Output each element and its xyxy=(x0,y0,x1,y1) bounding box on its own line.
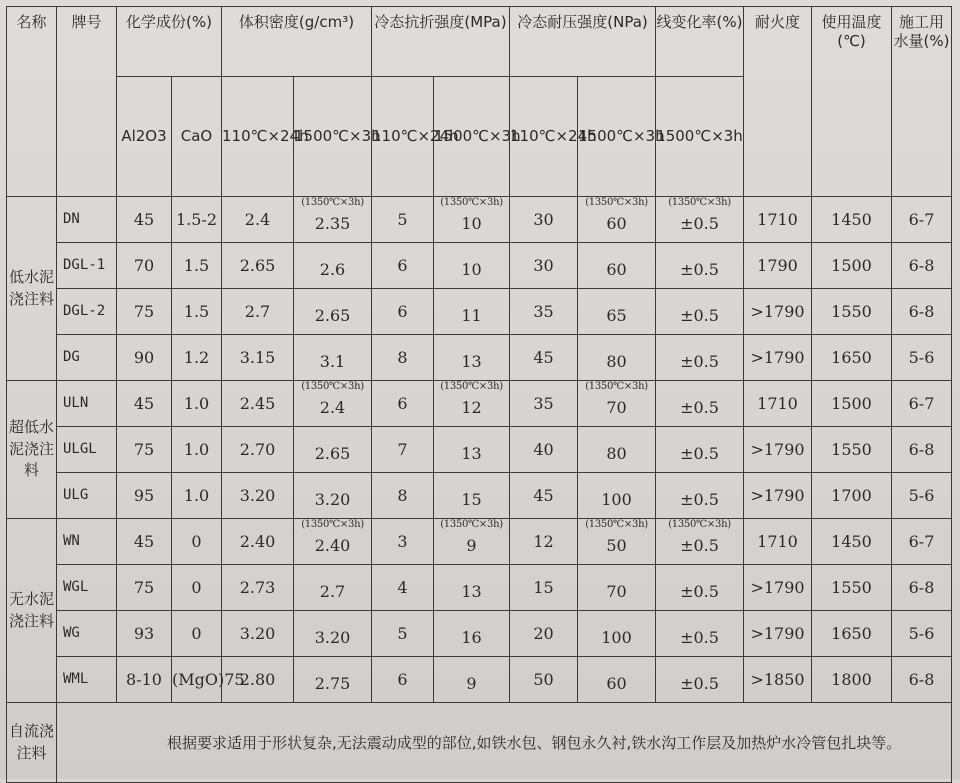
cell-density-1500 xyxy=(294,473,372,519)
cell-compressive-1500 xyxy=(578,611,656,657)
cell-flexural-1500 xyxy=(434,381,510,427)
cell-compressive-1500 xyxy=(578,657,656,703)
header-density-1500: 1500℃×3h xyxy=(294,77,372,197)
cell-value: 12 xyxy=(461,397,482,417)
cell-value: 10 xyxy=(461,213,482,233)
header-compressive-110: 110℃×24h xyxy=(510,77,578,197)
table-row xyxy=(7,703,952,783)
cell-value: 70 xyxy=(606,397,627,417)
cell-value: 3.20 xyxy=(314,489,351,509)
cell-al2o3: 70 xyxy=(117,243,172,289)
cell-value: 80 xyxy=(606,443,627,463)
self-flow-remark: 根据要求适用于形状复杂,无法震动成型的部位,如铁水包、钢包永久衬,铁水沟工作层及加热炉水冷管包扎块等。 xyxy=(57,703,952,783)
group-name: 无水泥浇注料 xyxy=(7,519,57,703)
cell-value: ±0.5 xyxy=(680,259,719,279)
header-flexural-110: 110℃×24h xyxy=(372,77,434,197)
cell-compressive-110: 15 xyxy=(510,565,578,611)
cell-al2o3: 8-10 xyxy=(117,657,172,703)
cell-value: 15 xyxy=(461,489,482,509)
cell-value: 60 xyxy=(606,259,627,279)
cell-value: 9 xyxy=(466,535,477,555)
header-linear-1500: 1500℃×3h xyxy=(656,77,744,197)
cell-al2o3: 75 xyxy=(117,565,172,611)
condition-note: (1350℃×3h) xyxy=(585,519,648,530)
cell-compressive-110: 30 xyxy=(510,243,578,289)
cell-cao: 1.5-2 xyxy=(172,197,222,243)
table-row xyxy=(7,427,952,473)
cell-value: ±0.5 xyxy=(680,535,719,555)
cell-value: ±0.5 xyxy=(680,581,719,601)
cell-cao: 1.0 xyxy=(172,427,222,473)
group-name: 超低水泥浇注料 xyxy=(7,381,57,519)
cell-density-110: 2.73 xyxy=(222,565,294,611)
cell-al2o3: 95 xyxy=(117,473,172,519)
cell-value: 13 xyxy=(461,581,482,601)
cell-refractoriness: 1710 xyxy=(744,381,812,427)
cell-cao: 0 xyxy=(172,519,222,565)
cell-service-temp: 1800 xyxy=(812,657,892,703)
header-compressive: 冷态耐压强度(NPa) xyxy=(510,7,656,77)
cell-compressive-110: 35 xyxy=(510,381,578,427)
cell-density-1500 xyxy=(294,427,372,473)
header-flexural: 冷态抗折强度(MPa) xyxy=(372,7,510,77)
cell-grade: DGL-1 xyxy=(57,243,117,289)
cell-density-1500 xyxy=(294,197,372,243)
cell-water: 6-8 xyxy=(892,427,952,473)
condition-note: (1350℃×3h) xyxy=(585,381,648,392)
cell-grade: DG xyxy=(57,335,117,381)
cell-grade: ULN xyxy=(57,381,117,427)
castable-spec-table xyxy=(6,6,952,783)
cell-grade: WN xyxy=(57,519,117,565)
cell-flexural-1500 xyxy=(434,289,510,335)
header-refractoriness: 耐火度 xyxy=(744,7,812,197)
cell-compressive-1500 xyxy=(578,565,656,611)
cell-cao: (MgO)75 xyxy=(172,657,222,703)
cell-density-110: 3.20 xyxy=(222,473,294,519)
cell-compressive-1500 xyxy=(578,427,656,473)
cell-density-110: 3.20 xyxy=(222,611,294,657)
table-row xyxy=(7,197,952,243)
cell-service-temp: 1550 xyxy=(812,427,892,473)
header-cao: CaO xyxy=(172,77,222,197)
cell-linear-change xyxy=(656,519,744,565)
cell-flexural-1500 xyxy=(434,473,510,519)
cell-compressive-1500 xyxy=(578,473,656,519)
cell-value: ±0.5 xyxy=(680,351,719,371)
cell-al2o3: 93 xyxy=(117,611,172,657)
cell-linear-change xyxy=(656,611,744,657)
cell-value: 10 xyxy=(461,259,482,279)
cell-service-temp: 1550 xyxy=(812,565,892,611)
cell-density-110: 2.40 xyxy=(222,519,294,565)
cell-density-110: 2.4 xyxy=(222,197,294,243)
cell-flexural-1500 xyxy=(434,519,510,565)
condition-note: (1350℃×3h) xyxy=(301,197,364,208)
cell-al2o3: 75 xyxy=(117,289,172,335)
table-row xyxy=(7,611,952,657)
cell-cao: 1.5 xyxy=(172,289,222,335)
cell-density-1500 xyxy=(294,243,372,289)
cell-value: 11 xyxy=(461,305,482,325)
cell-flexural-110: 8 xyxy=(372,335,434,381)
cell-refractoriness: >1850 xyxy=(744,657,812,703)
cell-value: 65 xyxy=(606,305,627,325)
cell-water: 5-6 xyxy=(892,611,952,657)
cell-density-1500 xyxy=(294,381,372,427)
cell-flexural-1500 xyxy=(434,657,510,703)
cell-density-1500 xyxy=(294,289,372,335)
cell-density-110: 2.65 xyxy=(222,243,294,289)
cell-flexural-1500 xyxy=(434,565,510,611)
cell-service-temp: 1500 xyxy=(812,243,892,289)
table-row xyxy=(7,473,952,519)
cell-service-temp: 1650 xyxy=(812,335,892,381)
header-compressive-1500: 1500℃×3h xyxy=(578,77,656,197)
group-name: 低水泥浇注料 xyxy=(7,197,57,381)
cell-value: 2.40 xyxy=(314,535,351,555)
cell-refractoriness: 1790 xyxy=(744,243,812,289)
cell-compressive-110: 35 xyxy=(510,289,578,335)
header-al2o3: Al2O3 xyxy=(117,77,172,197)
cell-value: ±0.5 xyxy=(680,489,719,509)
table-row xyxy=(7,289,952,335)
cell-water: 6-8 xyxy=(892,565,952,611)
cell-compressive-110: 20 xyxy=(510,611,578,657)
cell-linear-change xyxy=(656,243,744,289)
cell-compressive-110: 45 xyxy=(510,335,578,381)
cell-value: 13 xyxy=(461,443,482,463)
cell-cao: 0 xyxy=(172,565,222,611)
cell-compressive-110: 45 xyxy=(510,473,578,519)
cell-density-110: 2.80 xyxy=(222,657,294,703)
table-row xyxy=(7,243,952,289)
cell-compressive-110: 12 xyxy=(510,519,578,565)
cell-density-1500 xyxy=(294,611,372,657)
condition-note: (1350℃×3h) xyxy=(301,381,364,392)
cell-cao: 0 xyxy=(172,611,222,657)
cell-value: 13 xyxy=(461,351,482,371)
cell-al2o3: 45 xyxy=(117,519,172,565)
cell-flexural-110: 7 xyxy=(372,427,434,473)
header-name: 名称 xyxy=(7,7,57,197)
header-composition: 化学成份(%) xyxy=(117,7,222,77)
cell-refractoriness: >1790 xyxy=(744,427,812,473)
cell-density-1500 xyxy=(294,335,372,381)
cell-flexural-110: 6 xyxy=(372,657,434,703)
cell-water: 6-7 xyxy=(892,197,952,243)
cell-value: 70 xyxy=(606,581,627,601)
cell-service-temp: 1700 xyxy=(812,473,892,519)
condition-note: (1350℃×3h) xyxy=(440,197,503,208)
cell-value: 100 xyxy=(601,627,632,647)
cell-compressive-1500 xyxy=(578,243,656,289)
cell-value: 100 xyxy=(601,489,632,509)
cell-value: ±0.5 xyxy=(680,443,719,463)
table-row xyxy=(7,519,952,565)
cell-water: 6-8 xyxy=(892,289,952,335)
cell-linear-change xyxy=(656,335,744,381)
group-name: 自流浇注料 xyxy=(7,703,57,783)
cell-flexural-1500 xyxy=(434,243,510,289)
cell-density-110: 2.70 xyxy=(222,427,294,473)
cell-value: ±0.5 xyxy=(680,673,719,693)
cell-density-1500 xyxy=(294,565,372,611)
cell-value: 2.6 xyxy=(319,259,346,279)
cell-flexural-1500 xyxy=(434,611,510,657)
cell-compressive-1500 xyxy=(578,289,656,335)
table-row xyxy=(7,381,952,427)
cell-value: 16 xyxy=(461,627,482,647)
cell-service-temp: 1550 xyxy=(812,289,892,335)
cell-flexural-110: 6 xyxy=(372,243,434,289)
cell-linear-change xyxy=(656,289,744,335)
cell-water: 5-6 xyxy=(892,335,952,381)
cell-refractoriness: 1710 xyxy=(744,197,812,243)
cell-flexural-1500 xyxy=(434,427,510,473)
cell-service-temp: 1650 xyxy=(812,611,892,657)
cell-cao: 1.0 xyxy=(172,473,222,519)
cell-grade: DGL-2 xyxy=(57,289,117,335)
cell-refractoriness: >1790 xyxy=(744,473,812,519)
cell-flexural-110: 5 xyxy=(372,197,434,243)
cell-flexural-1500 xyxy=(434,335,510,381)
condition-note: (1350℃×3h) xyxy=(440,519,503,530)
cell-compressive-1500 xyxy=(578,197,656,243)
cell-water: 6-8 xyxy=(892,243,952,289)
condition-note: (1350℃×3h) xyxy=(301,519,364,530)
cell-water: 5-6 xyxy=(892,473,952,519)
cell-linear-change xyxy=(656,381,744,427)
cell-flexural-110: 6 xyxy=(372,381,434,427)
condition-note: (1350℃×3h) xyxy=(585,197,648,208)
cell-value: 3.1 xyxy=(319,351,346,371)
cell-compressive-110: 30 xyxy=(510,197,578,243)
cell-flexural-110: 3 xyxy=(372,519,434,565)
cell-density-1500 xyxy=(294,519,372,565)
table-row xyxy=(7,565,952,611)
condition-note: (1350℃×3h) xyxy=(440,381,503,392)
header-grade: 牌号 xyxy=(57,7,117,197)
cell-service-temp: 1450 xyxy=(812,197,892,243)
cell-grade: WGL xyxy=(57,565,117,611)
condition-note: (1350℃×3h) xyxy=(668,197,731,208)
cell-value: ±0.5 xyxy=(680,627,719,647)
cell-compressive-1500 xyxy=(578,381,656,427)
cell-flexural-1500 xyxy=(434,197,510,243)
header-water: 施工用水量(%) xyxy=(892,7,952,197)
cell-flexural-110: 4 xyxy=(372,565,434,611)
cell-density-110: 2.45 xyxy=(222,381,294,427)
cell-linear-change xyxy=(656,473,744,519)
cell-compressive-110: 40 xyxy=(510,427,578,473)
cell-value: 60 xyxy=(606,213,627,233)
cell-water: 6-7 xyxy=(892,381,952,427)
cell-flexural-110: 6 xyxy=(372,289,434,335)
cell-refractoriness: >1790 xyxy=(744,565,812,611)
header-service-temp: 使用温度(℃) xyxy=(812,7,892,197)
condition-note: (1350℃×3h) xyxy=(668,519,731,530)
cell-al2o3: 45 xyxy=(117,197,172,243)
cell-compressive-1500 xyxy=(578,519,656,565)
cell-density-110: 2.7 xyxy=(222,289,294,335)
header-linear: 线变化率(%) xyxy=(656,7,744,77)
cell-service-temp: 1500 xyxy=(812,381,892,427)
cell-value: ±0.5 xyxy=(680,213,719,233)
cell-refractoriness: >1790 xyxy=(744,335,812,381)
cell-value: 2.65 xyxy=(314,305,351,325)
table-row xyxy=(7,335,952,381)
cell-water: 6-8 xyxy=(892,657,952,703)
cell-value: ±0.5 xyxy=(680,397,719,417)
cell-cao: 1.2 xyxy=(172,335,222,381)
cell-density-1500 xyxy=(294,657,372,703)
cell-grade: WG xyxy=(57,611,117,657)
cell-flexural-110: 8 xyxy=(372,473,434,519)
cell-grade: ULGL xyxy=(57,427,117,473)
cell-value: 60 xyxy=(606,673,627,693)
cell-water: 6-7 xyxy=(892,519,952,565)
cell-grade: DN xyxy=(57,197,117,243)
header-flexural-1500: 1500℃×3h xyxy=(434,77,510,197)
cell-value: 2.35 xyxy=(314,213,351,233)
header-density: 体积密度(g/cm³) xyxy=(222,7,372,77)
cell-grade: WML xyxy=(57,657,117,703)
cell-refractoriness: 1710 xyxy=(744,519,812,565)
cell-value: ±0.5 xyxy=(680,305,719,325)
cell-value: 2.4 xyxy=(319,397,346,417)
cell-al2o3: 45 xyxy=(117,381,172,427)
cell-compressive-110: 50 xyxy=(510,657,578,703)
cell-value: 80 xyxy=(606,351,627,371)
cell-refractoriness: >1790 xyxy=(744,289,812,335)
cell-value: 2.65 xyxy=(314,443,351,463)
cell-value: 2.7 xyxy=(319,581,346,601)
cell-compressive-1500 xyxy=(578,335,656,381)
cell-linear-change xyxy=(656,565,744,611)
cell-density-110: 3.15 xyxy=(222,335,294,381)
cell-al2o3: 90 xyxy=(117,335,172,381)
cell-value: 3.20 xyxy=(314,627,351,647)
cell-linear-change xyxy=(656,657,744,703)
cell-value: 50 xyxy=(606,535,627,555)
cell-linear-change xyxy=(656,427,744,473)
cell-value: 9 xyxy=(466,673,477,693)
cell-grade: ULG xyxy=(57,473,117,519)
table-row xyxy=(7,657,952,703)
cell-linear-change xyxy=(656,197,744,243)
header-density-110: 110℃×24h xyxy=(222,77,294,197)
cell-flexural-110: 5 xyxy=(372,611,434,657)
cell-cao: 1.5 xyxy=(172,243,222,289)
cell-value: 2.75 xyxy=(314,673,351,693)
cell-service-temp: 1450 xyxy=(812,519,892,565)
cell-cao: 1.0 xyxy=(172,381,222,427)
cell-refractoriness: >1790 xyxy=(744,611,812,657)
cell-al2o3: 75 xyxy=(117,427,172,473)
